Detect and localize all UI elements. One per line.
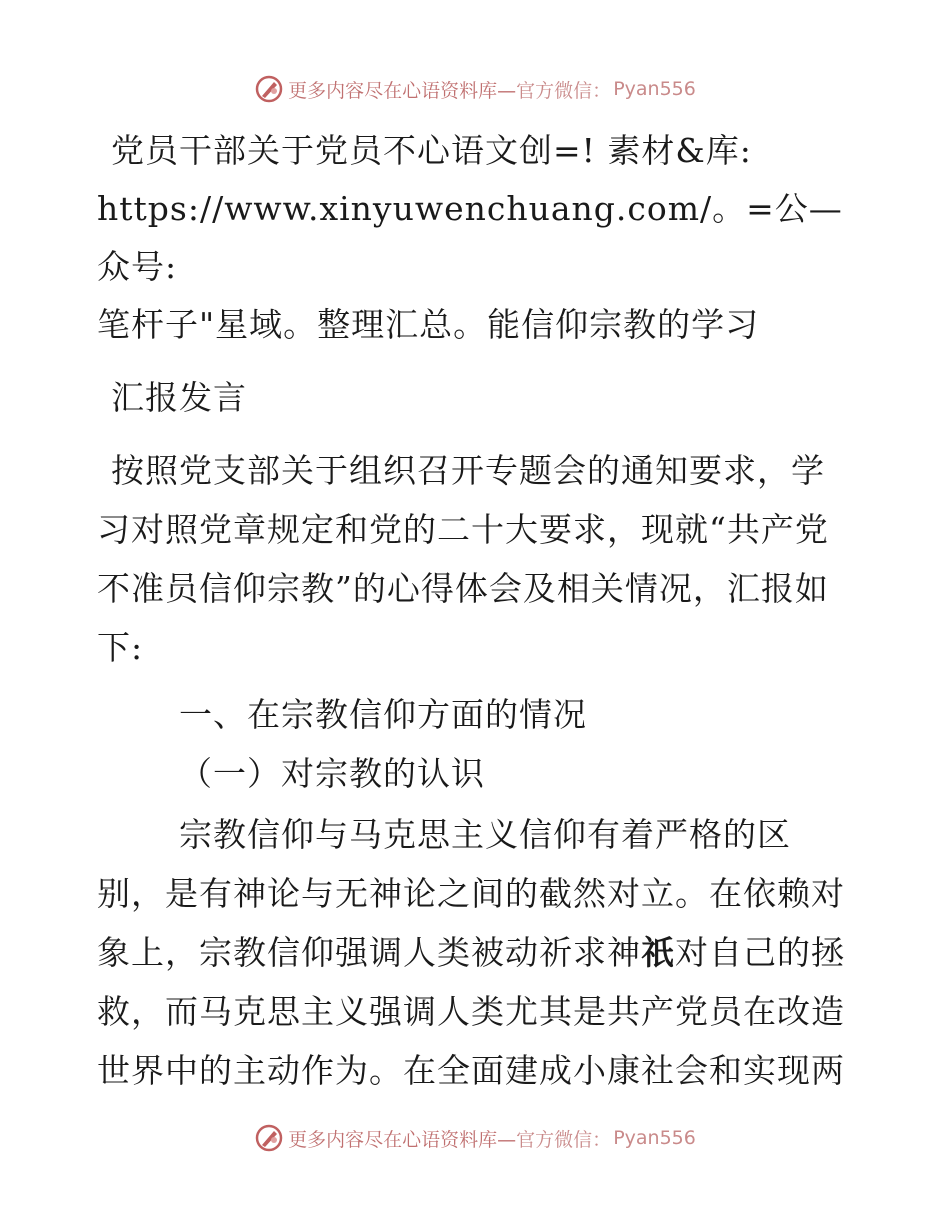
watermark-wechat-id: Pyan556 bbox=[613, 78, 696, 100]
watermark-suffix: 官方微信： bbox=[516, 1128, 612, 1151]
footer-watermark bbox=[0, 1123, 950, 1153]
watermark-prefix: 更多内容尽在心语资料库— bbox=[288, 1128, 517, 1151]
body-line-3-end: 对自己的拯 bbox=[675, 933, 845, 972]
body-paragraph bbox=[97, 805, 857, 1100]
body-line-3-start: 象上，宗教信仰强调人类被动祈求神 bbox=[97, 933, 641, 972]
intro-line-2: 习对照党章规定和党的二十大要求，现就“共产党 bbox=[97, 510, 829, 549]
intro-line-3: 不准员信仰宗教”的心得体会及相关情况，汇报如 bbox=[97, 569, 829, 608]
pen-logo-icon bbox=[254, 74, 284, 104]
title-line-1: 党员干部关于党员不心语文创=! 素材&库: bbox=[111, 131, 752, 170]
document-body bbox=[97, 122, 857, 1100]
bold-character: 祇 bbox=[641, 933, 675, 972]
header-watermark bbox=[0, 74, 950, 104]
title-line-3: 笔杆子"星域。整理汇总。能信仰宗教的学习 bbox=[97, 305, 760, 344]
section-heading: 一、在宗教信仰方面的情况 bbox=[179, 695, 587, 734]
intro-line-4: 下: bbox=[97, 628, 144, 667]
document-title bbox=[97, 122, 857, 354]
body-line-4: 救，而马克思主义强调人类尤其是共产党员在改造 bbox=[97, 992, 845, 1031]
body-line-3 bbox=[97, 923, 857, 982]
body-line-1: 宗教信仰与马克思主义信仰有着严格的区 bbox=[179, 815, 791, 854]
intro-paragraph bbox=[97, 441, 857, 677]
body-line-2: 别，是有神论与无神论之间的截然对立。在依赖对 bbox=[97, 874, 845, 913]
body-line-5: 世界中的主动作为。在全面建成小康社会和实现两 bbox=[97, 1051, 845, 1090]
watermark-wechat-id: Pyan556 bbox=[613, 1127, 696, 1149]
intro-line-1: 按照党支部关于组织召开专题会的通知要求，学 bbox=[111, 451, 825, 490]
pen-logo-icon bbox=[254, 1123, 284, 1153]
watermark-suffix: 官方微信： bbox=[516, 79, 612, 102]
title-line-2: https://www.xinyuwenchuang.com/。=公—众号: bbox=[97, 189, 843, 286]
document-subtitle: 汇报发言 bbox=[111, 378, 247, 417]
watermark-prefix: 更多内容尽在心语资料库— bbox=[288, 79, 517, 102]
subsection-heading: （一）对宗教的认识 bbox=[179, 754, 485, 793]
